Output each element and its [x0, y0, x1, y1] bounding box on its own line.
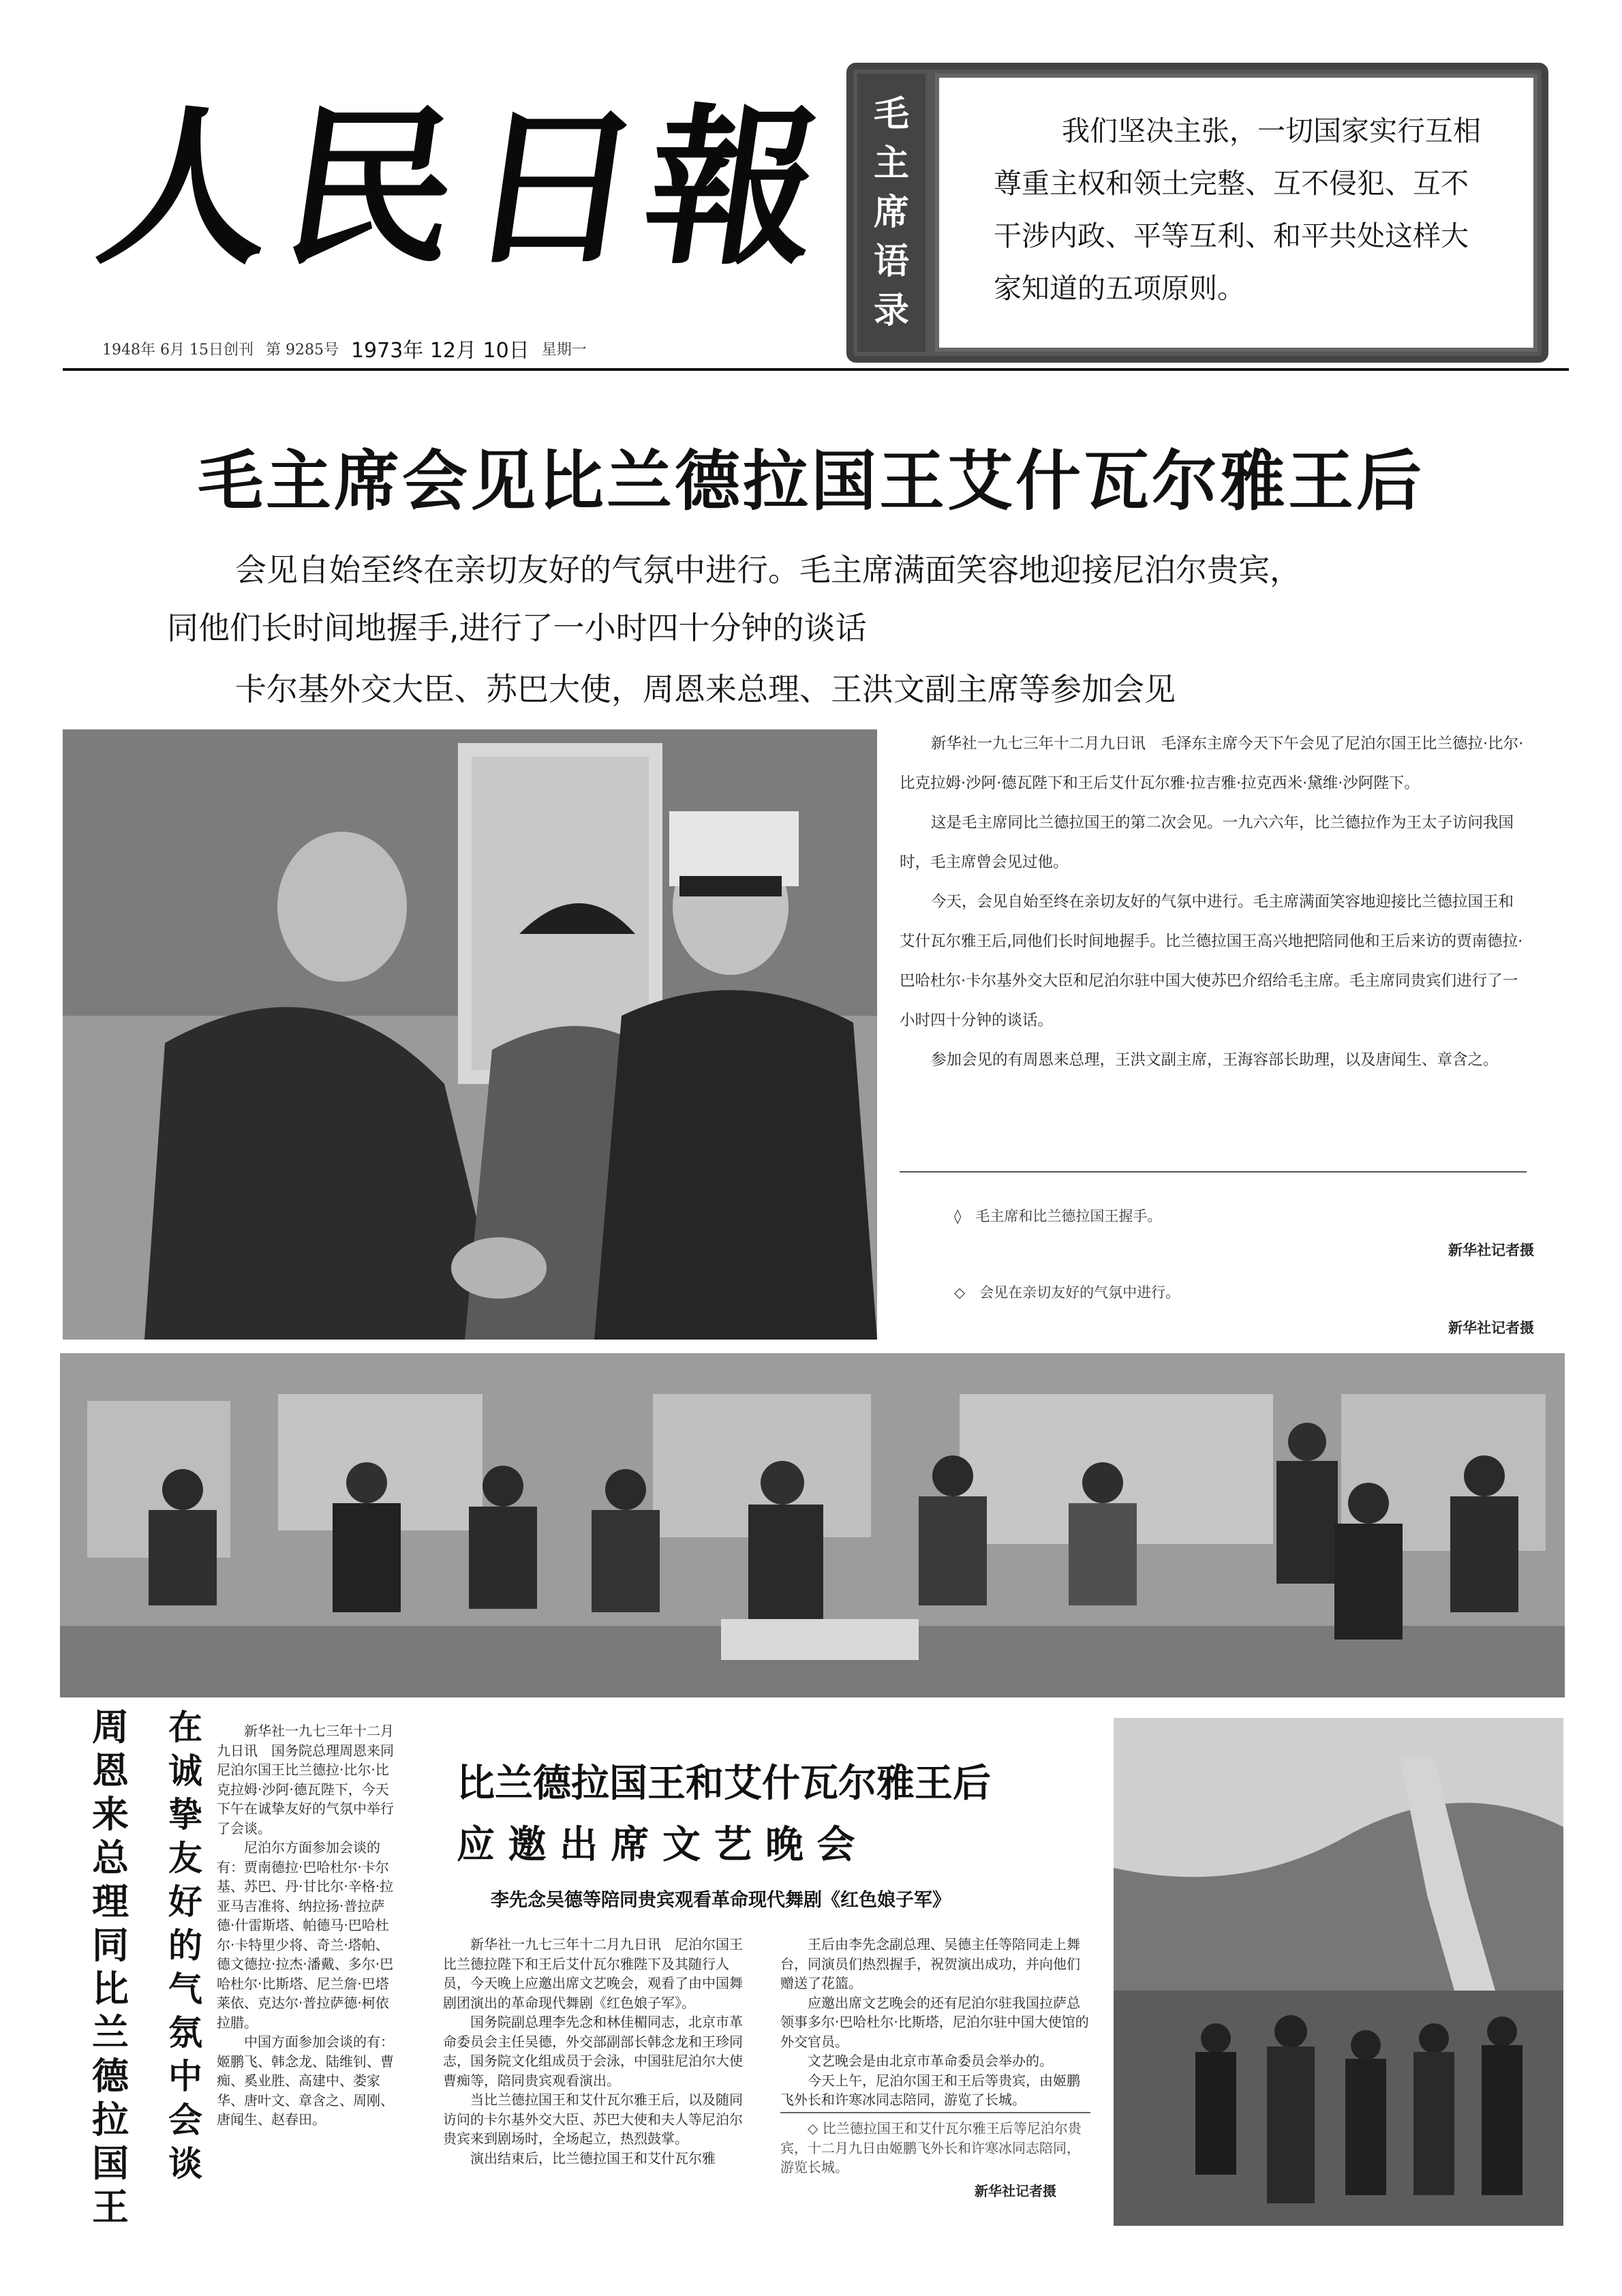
subtitle-char: 氛 — [168, 2013, 202, 2053]
subtitle-char: 好 — [168, 1882, 202, 1922]
gala-body-col-2 — [780, 1935, 1090, 2110]
lead-paragraph: 新华社一九七三年十二月九日讯 毛泽东主席今天下午会见了尼泊尔国王比兰德拉·比尔·比克拉姆·沙阿·德瓦陛下和王后艾什瓦尔雅·拉吉雅·拉克西米·黛维·沙阿陛下。 — [900, 735, 1524, 792]
masthead-char: 人 — [88, 87, 287, 288]
masthead-logo — [88, 61, 832, 334]
caption-text: 会见在亲切友好的气氛中进行。 — [979, 1284, 1180, 1301]
title-char: 比 — [92, 1967, 129, 2010]
zhou-paragraph: 新华社一九七三年十二月九日讯 国务院总理周恩来同尼泊尔国王比兰德拉·比尔·比克拉姆·沙阿·德瓦陛下，今天下午在诚挚友好的气氛中举行了会谈。 — [217, 1723, 394, 1837]
subtitle-char: 会 — [168, 2100, 202, 2140]
gala-paragraph: 文艺晚会是由北京市革命委员会举办的。 — [808, 2053, 1053, 2069]
title-char: 国 — [92, 2142, 129, 2185]
great-wall-photo-image — [1114, 1718, 1563, 2226]
quotation-label-char: 语 — [873, 241, 909, 282]
subtitle-char: 中 — [168, 2057, 202, 2096]
quotation-label-char: 席 — [873, 192, 909, 233]
zhou-paragraph: 尼泊尔方面参加会谈的有：贾南德拉·巴哈杜尔·卡尔基、苏巴、丹·甘比尔·辛格·拉亚马吉准将、纳拉扬·普拉萨德·什雷斯塔、帕德马·巴哈杜尔·卡特里少将、奇兰·塔帕、德文德拉·拉杰·潘戴、多尔·巴哈杜尔·比斯塔、尼兰詹·巴塔莱依、克达尔·普拉萨德·柯依拉腊。 — [217, 1839, 394, 2031]
title-char: 兰 — [92, 2011, 129, 2054]
great-wall-credit: 新华社记者摄 — [975, 2183, 1056, 2199]
masthead-char: 報 — [633, 87, 832, 288]
quotation-text: 我们坚决主张，一切国家实行互相尊重主权和领土完整、互不侵犯、互不干涉内政、平等互利、和平共处这样大家知道的五项原则。 — [994, 115, 1481, 305]
quotation-body — [935, 74, 1537, 352]
gala-paragraph: 王后由李先念副总理、吴德主任等陪同走上舞台，同演员们热烈握手，祝贺演出成功，并向他们赠送了花篮。 — [780, 1936, 1080, 1991]
subtitle-char: 的 — [168, 1926, 202, 1965]
lead-subhead-2: 同他们长时间地握手,进行了一小时四十分钟的谈话 — [167, 609, 867, 646]
lead-headline: 毛主席会见比兰德拉国王艾什瓦尔雅王后 — [198, 443, 1424, 519]
quotation-box — [846, 63, 1548, 363]
quotation-label-char: 录 — [873, 290, 909, 331]
title-char: 王 — [92, 2186, 129, 2229]
zhou-paragraph: 中国方面参加会谈的有：姬鹏飞、韩念龙、陆维钊、曹痴、奚业胜、高建中、娄家华、唐叶文、章含之、周刚、唐闻生、赵春田。 — [217, 2034, 394, 2128]
title-char: 拉 — [92, 2098, 129, 2141]
gala-paragraph: 当比兰德拉国王和艾什瓦尔雅王后，以及随同访问的卡尔基外交大臣、苏巴大使和夫人等尼泊尔贵宾来到剧场时，全场起立，热烈鼓掌。 — [443, 2091, 743, 2147]
photo-caption-2 — [954, 1282, 1180, 1302]
subtitle-char: 谈 — [168, 2144, 202, 2184]
gala-paragraph: 应邀出席文艺晚会的还有尼泊尔驻我国拉萨总领事多尔·巴哈杜尔·比斯塔，尼泊尔驻中国大使馆的外交官员。 — [780, 1994, 1089, 2050]
issue-date: 1973年 12月 10日 — [350, 339, 530, 363]
subtitle-char: 气 — [168, 1969, 202, 2009]
lead-paragraph: 这是毛主席同比兰德拉国王的第二次会见。一九六六年，比兰德拉作为王太子访问我国时，毛主席曾会见过他。 — [900, 814, 1514, 871]
gala-paragraph: 新华社一九七三年十二月九日讯 尼泊尔国王比兰德拉陛下和王后艾什瓦尔雅陛下及其随行人员，今天晚上应邀出席文艺晚会，观看了由中国舞剧团演出的革命现代舞剧《红色娘子军》。 — [443, 1936, 743, 2011]
caption-rule — [900, 1171, 1527, 1173]
gala-caption-rule — [780, 2112, 1090, 2113]
title-char: 周 — [92, 1706, 129, 1749]
title-char: 理 — [92, 1880, 129, 1923]
gala-body-col-1 — [443, 1935, 753, 2168]
quotation-label — [857, 74, 925, 352]
handshake-photo-image — [63, 729, 877, 1340]
gala-paragraph: 今天上午，尼泊尔国王和王后等贵宾，由姬鹏飞外长和许寒冰同志陪同，游览了长城。 — [780, 2072, 1080, 2108]
issue-number: 第 9285号 — [265, 341, 339, 359]
masthead-char: 民 — [272, 87, 471, 288]
gala-paragraph: 国务院副总理李先念和林佳楣同志，北京市革命委员会主任吴德，外交部副部长韩念龙和王珍同志，国务院文化组成员于会泳，中国驻尼泊尔大使曹痴等，陪同贵宾观看演出。 — [443, 2014, 743, 2089]
photo-great-wall — [1114, 1718, 1563, 2226]
photo-handshake — [63, 729, 877, 1340]
photo-caption-1 — [954, 1205, 1161, 1226]
meeting-room-photo-image — [60, 1353, 1565, 1697]
lead-subhead-3: 卡尔基外交大臣、苏巴大使，周恩来总理、王洪文副主席等参加会见 — [235, 671, 1176, 708]
photo-meeting-room — [60, 1353, 1565, 1697]
title-char: 恩 — [92, 1749, 129, 1792]
zhou-article-title — [89, 1706, 132, 2229]
title-char: 来 — [92, 1793, 129, 1836]
caption-marker-icon: ◊ — [954, 1208, 976, 1224]
gala-paragraph: 演出结束后，比兰德拉国王和艾什瓦尔雅 — [470, 2149, 716, 2166]
lead-subhead-1: 会见自始至终在亲切友好的气氛中进行。毛主席满面笑容地迎接尼泊尔贵宾， — [235, 552, 1301, 588]
caption-marker-icon: ◇ — [808, 2120, 823, 2136]
zhou-article-body — [217, 1721, 395, 2130]
great-wall-caption-text: 比兰德拉国王和艾什瓦尔雅王后等尼泊尔贵宾，十二月九日由姬鹏飞外长和许寒冰同志陪同，游览长城。 — [780, 2120, 1082, 2175]
title-char: 总 — [92, 1837, 129, 1879]
gala-title-line-2: 应 邀 出 席 文 艺 晚 会 — [457, 1823, 855, 1867]
gala-subtitle: 李先念吴德等陪同贵宾观看革命现代舞剧《红色娘子军》 — [491, 1890, 951, 1911]
subtitle-char: 挚 — [168, 1795, 202, 1834]
photo-credit-1: 新华社记者摄 — [1448, 1242, 1534, 1258]
caption-text: 毛主席和比兰德拉国王握手。 — [975, 1208, 1162, 1224]
subtitle-char: 友 — [168, 1839, 202, 1878]
subtitle-char: 在 — [168, 1708, 202, 1747]
title-char: 德 — [92, 2055, 129, 2098]
founded-date: 1948年 6月 15日创刊 — [102, 341, 254, 359]
photo-credit-2: 新华社记者摄 — [1448, 1320, 1534, 1336]
dateline — [102, 335, 852, 361]
lead-paragraph: 参加会见的有周恩来总理，王洪文副主席，王海容部长助理，以及唐闻生、章含之。 — [931, 1051, 1499, 1069]
lead-paragraph: 今天，会见自始至终在亲切友好的气氛中进行。毛主席满面笑容地迎接比兰德拉国王和艾什瓦尔雅王后,同他们长时间地握手。比兰德拉国王高兴地把陪同他和王后来访的贾南德拉·巴哈杜尔·卡尔基外交大臣和尼泊尔驻中国大使苏巴介绍给毛主席。毛主席同贵宾们进行了一小时四十分钟的谈话。 — [900, 893, 1523, 1029]
masthead-char: 日 — [456, 87, 655, 288]
title-char: 同 — [92, 1924, 129, 1967]
masthead-rule — [63, 368, 1569, 371]
caption-marker-icon: ◇ — [954, 1284, 980, 1301]
quotation-label-char: 毛 — [873, 94, 909, 135]
subtitle-char: 诚 — [168, 1751, 202, 1791]
weekday: 星期一 — [541, 341, 587, 359]
quotation-label-char: 主 — [873, 143, 909, 184]
lead-article-body — [900, 724, 1527, 1080]
great-wall-caption — [780, 2119, 1090, 2177]
gala-title-line-1: 比兰德拉国王和艾什瓦尔雅王后 — [457, 1762, 991, 1806]
zhou-article-subtitle — [164, 1706, 207, 2186]
